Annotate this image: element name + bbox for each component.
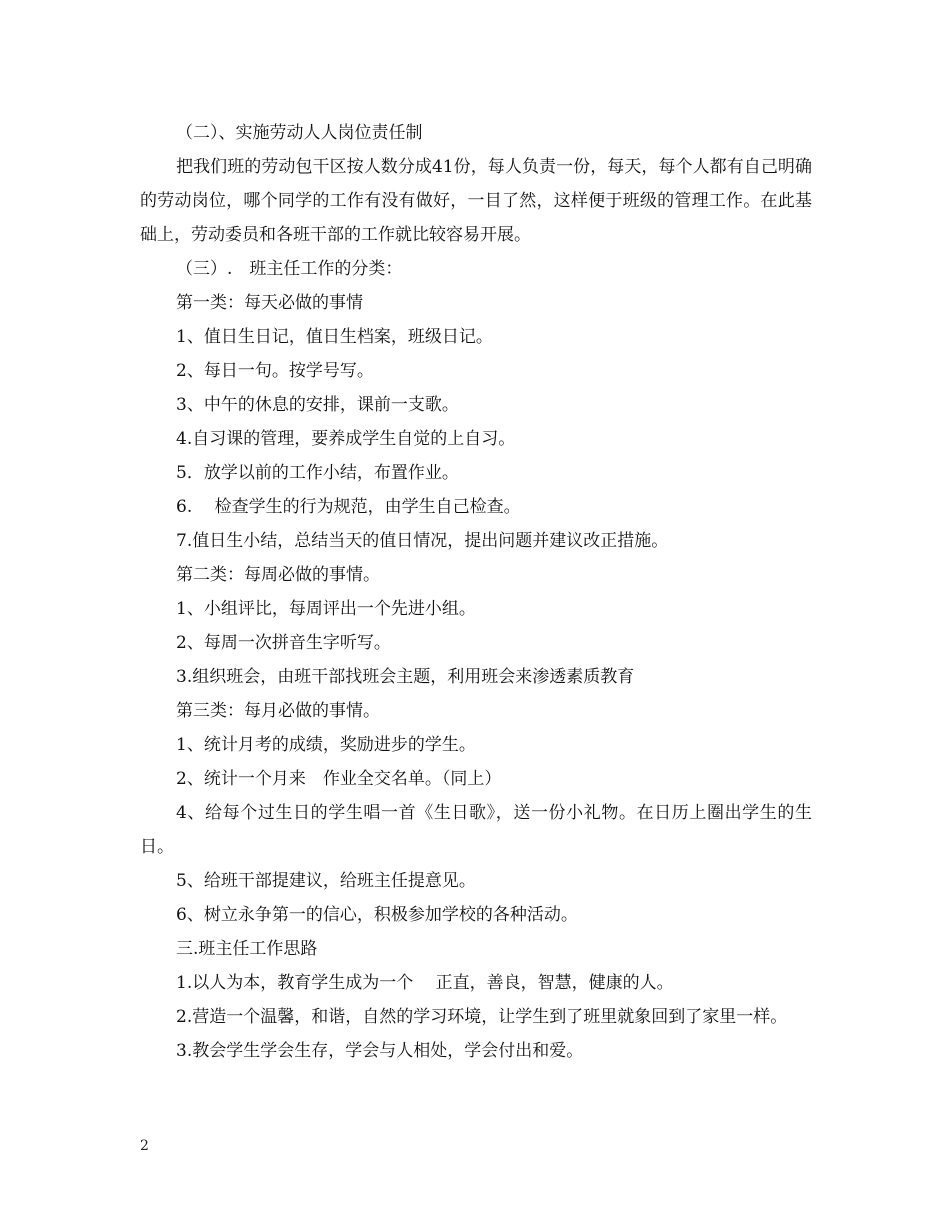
list-item: 3.组织班会，由班干部找班会主题，利用班会来渗透素质教育: [176, 667, 635, 687]
category-daily-heading: 第一类：每天必做的事情: [176, 293, 363, 313]
list-item: 6、树立永争第一的信心，积极参加学校的各种活动。: [176, 905, 578, 925]
list-item: 2、统计一个月来 作业全交名单。（同上）: [176, 769, 502, 789]
list-item: 5．放学以前的工作小结，布置作业。: [176, 463, 459, 483]
list-item: 1、小组评比，每周评出一个先进小组。: [176, 599, 476, 619]
list-item: 3、中午的休息的安排，课前一支歌。: [176, 395, 459, 415]
list-item: 2、每日一句。按学号写。: [176, 361, 374, 381]
list-item: 2.营造一个温馨，和谐，自然的学习环境，让学生到了班里就象回到了家里一样。: [176, 1007, 788, 1027]
paragraph-labor-division: 把我们班的劳动包干区按人数分成41份，每人负责一份，每天，每个人都有自己明确的劳动岗位，哪个同学的工作有没有做好，一目了然，这样便于班级的管理工作。在此基础上，劳动委员和各班干部的工作就比较容易开展。: [140, 157, 812, 245]
list-item: 1.以人为本，教育学生成为一个 正直，善良，智慧，健康的人。: [176, 973, 674, 993]
list-item: 6. 检查学生的行为规范，由学生自己检查。: [176, 497, 521, 517]
list-item: 5、给班干部提建议，给班主任提意见。: [176, 871, 476, 891]
list-item: 4、给每个过生日的学生唱一首《生日歌》，送一份小礼物。在日历上圈出学生的生日。: [140, 803, 812, 857]
document-body: [140, 116, 812, 1068]
section-heading-3: （三）. 班主任工作的分类：: [176, 259, 403, 279]
list-item: 7.值日生小结，总结当天的值日情况，提出问题并建议改正措施。: [176, 531, 669, 551]
section-heading-approach: 三.班主任工作思路: [176, 939, 318, 959]
category-weekly-heading: 第二类：每周必做的事情。: [176, 565, 380, 585]
list-item: 3.教会学生学会生存，学会与人相处，学会付出和爱。: [176, 1041, 584, 1061]
page-number: 2: [140, 1138, 149, 1154]
section-heading-2: （二）、实施劳动人人岗位责任制: [176, 123, 423, 143]
list-item: 2、每周一次拼音生字听写。: [176, 633, 391, 653]
list-item: 4.自习课的管理，要养成学生自觉的上自习。: [176, 429, 516, 449]
category-monthly-heading: 第三类：每月必做的事情。: [176, 701, 380, 721]
list-item: 1、统计月考的成绩，奖励进步的学生。: [176, 735, 476, 755]
list-item: 1、值日生日记，值日生档案，班级日记。: [176, 327, 493, 347]
